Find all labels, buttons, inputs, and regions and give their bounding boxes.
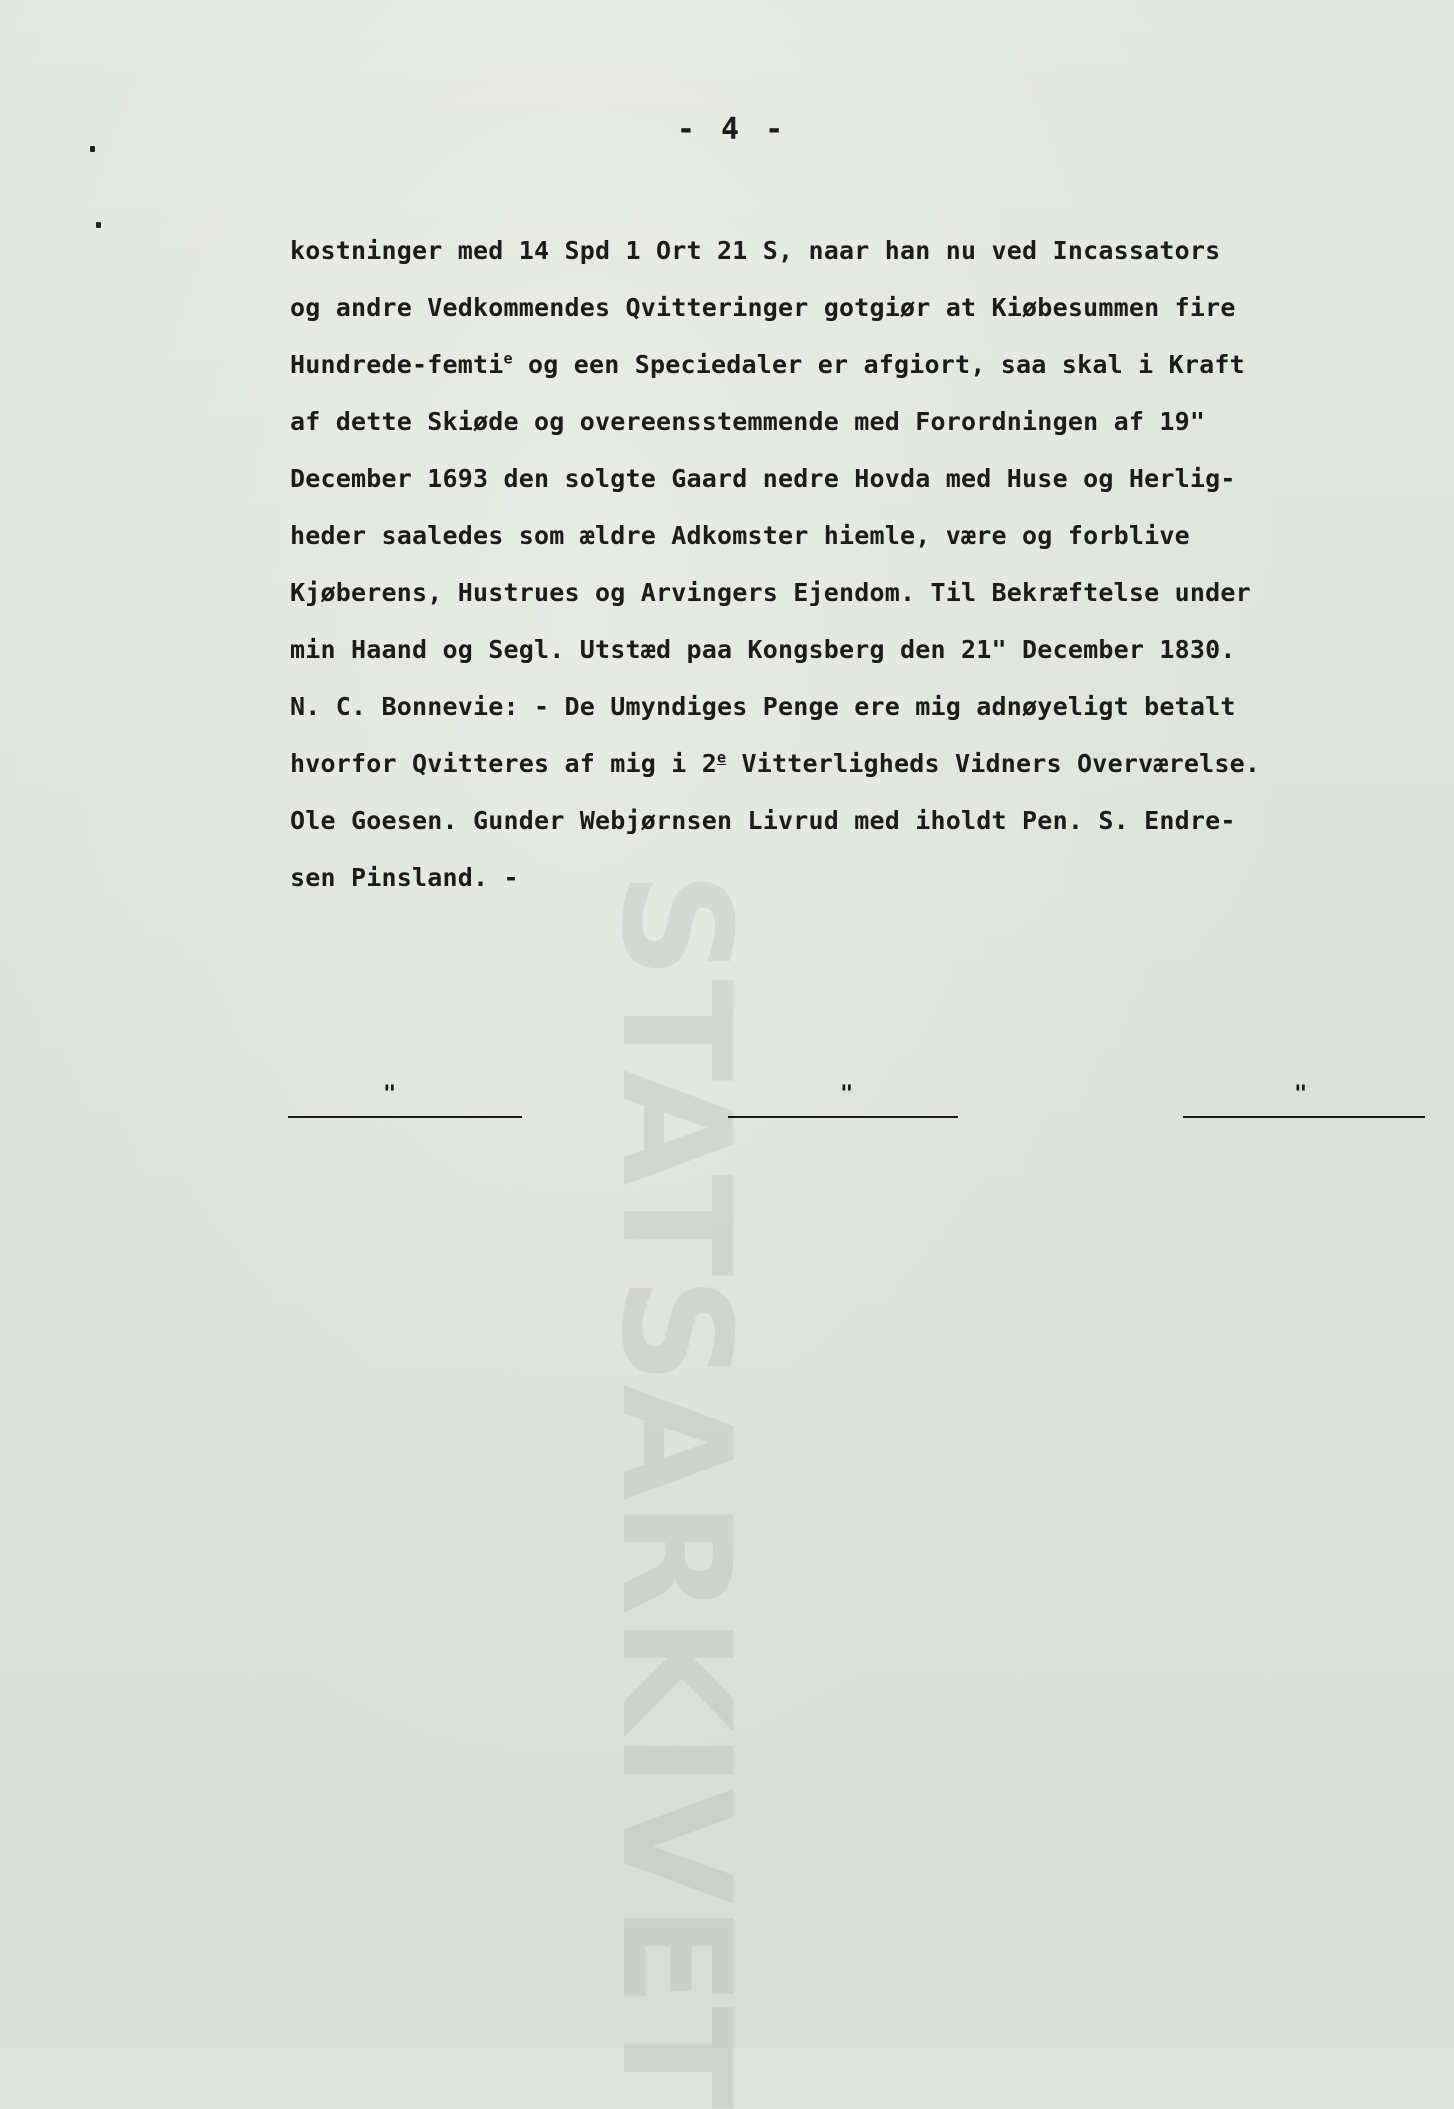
text-line-10-prefix: hvorfor Qvitteres af mig i 2 [290, 749, 718, 778]
text-line-1: kostninger med 14 Spd 1 Ort 21 S, naar han nu ved Incassators [290, 236, 1221, 265]
text-line-11: Ole Goesen. Gunder Webjørnsen Livrud med iholdt Pen. S. Endre- [290, 806, 1236, 835]
margin-mark-bottom [96, 222, 101, 228]
text-line-3-superscript: e [503, 349, 513, 368]
signature-line-center [728, 1116, 958, 1118]
text-line-3-suffix: og een Speciedaler er afgiort, saa skal i Kraft [512, 350, 1245, 379]
text-line-2: og andre Vedkommendes Qvitteringer gotgiør at Kiøbesummen fire [290, 293, 1236, 322]
text-line-7: Kjøberens, Hustrues og Arvingers Ejendom. Til Bekræftelse under [290, 578, 1251, 607]
text-line-12: sen Pinsland. - [290, 863, 519, 892]
text-line-10 [290, 735, 1420, 792]
text-line-9: N. C. Bonnevie: - De Umyndiges Penge ere mig adnøyeligt betalt [290, 692, 1236, 721]
signature-line-right [1183, 1116, 1425, 1118]
signature-line-left [288, 1116, 522, 1118]
text-line-6: heder saaledes som ældre Adkomster hiemle, være og forblive [290, 521, 1190, 550]
text-line-3 [290, 336, 1420, 393]
archive-watermark: STATSARKIVET [588, 871, 762, 2109]
text-line-8: min Haand og Segl. Utstæd paa Kongsberg den 21" December 1830. [290, 635, 1236, 664]
ditto-mark-center: " [840, 1082, 854, 1107]
document-text [290, 222, 1420, 906]
text-line-10-suffix: Vitterligheds Vidners Overværelse. [726, 749, 1261, 778]
text-line-10-superscript: e [717, 748, 727, 767]
ditto-mark-right: " [1294, 1082, 1308, 1107]
ditto-mark-left: " [383, 1082, 397, 1107]
text-line-4: af dette Skiøde og overeensstemmende med Forordningen af 19" [290, 407, 1206, 436]
text-line-5: December 1693 den solgte Gaard nedre Hovda med Huse og Herlig- [290, 464, 1236, 493]
text-line-3-prefix: Hundrede-femti [290, 350, 504, 379]
page-number: - 4 - [676, 112, 788, 147]
